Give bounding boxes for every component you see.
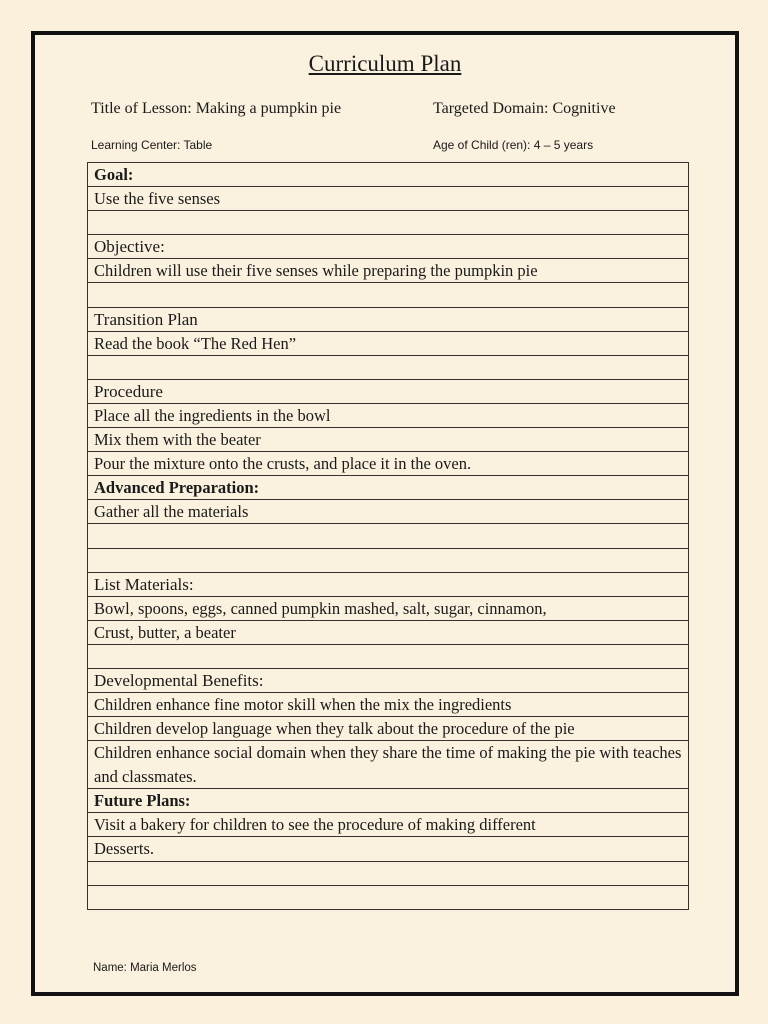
learning-center: Learning Center: Table bbox=[91, 138, 213, 152]
section-heading: Transition Plan bbox=[88, 307, 689, 331]
table-cell: Visit a bakery for children to see the procedure of making different bbox=[88, 813, 689, 837]
table-row bbox=[88, 572, 689, 596]
table-row bbox=[88, 163, 689, 187]
age-of-children: Age of Child (ren): 4 – 5 years bbox=[433, 138, 594, 152]
table-row bbox=[88, 283, 689, 307]
table-row bbox=[88, 789, 689, 813]
table-cell: Bowl, spoons, eggs, canned pumpkin mashed, salt, sugar, cinnamon, bbox=[88, 596, 689, 620]
empty-cell bbox=[88, 524, 689, 548]
table-cell: Children enhance social domain when they share the time of making the pie with teaches and classmates. bbox=[88, 741, 689, 789]
empty-cell bbox=[88, 644, 689, 668]
section-heading: Objective: bbox=[88, 235, 689, 259]
curriculum-table bbox=[87, 162, 689, 910]
section-heading: List Materials: bbox=[88, 572, 689, 596]
table-cell: Use the five senses bbox=[88, 187, 689, 211]
empty-cell bbox=[88, 885, 689, 909]
table-row bbox=[88, 259, 689, 283]
section-heading: Procedure bbox=[88, 379, 689, 403]
document-frame bbox=[31, 31, 739, 996]
table-row bbox=[88, 428, 689, 452]
table-row bbox=[88, 741, 689, 789]
empty-cell bbox=[88, 211, 689, 235]
table-row bbox=[88, 885, 689, 909]
table-cell: Children enhance fine motor skill when the mix the ingredients bbox=[88, 693, 689, 717]
table-cell: Children develop language when they talk about the procedure of the pie bbox=[88, 717, 689, 741]
table-row bbox=[88, 668, 689, 692]
table-cell: Place all the ingredients in the bowl bbox=[88, 403, 689, 427]
table-row bbox=[88, 837, 689, 861]
document-title: Curriculum Plan bbox=[308, 51, 462, 76]
table-row bbox=[88, 813, 689, 837]
table-row bbox=[88, 548, 689, 572]
lesson-title: Title of Lesson: Making a pumpkin pie bbox=[91, 100, 342, 117]
table-row bbox=[88, 307, 689, 331]
table-row bbox=[88, 211, 689, 235]
table-cell: Desserts. bbox=[88, 837, 689, 861]
table-row bbox=[88, 717, 689, 741]
empty-cell bbox=[88, 548, 689, 572]
empty-cell bbox=[88, 355, 689, 379]
table-row bbox=[88, 644, 689, 668]
table-row bbox=[88, 693, 689, 717]
table-row bbox=[88, 476, 689, 500]
section-heading: Future Plans: bbox=[88, 789, 689, 813]
table-cell: Read the book “The Red Hen” bbox=[88, 331, 689, 355]
table-row bbox=[88, 500, 689, 524]
table-row bbox=[88, 524, 689, 548]
empty-cell bbox=[88, 283, 689, 307]
table-row bbox=[88, 403, 689, 427]
section-heading: Developmental Benefits: bbox=[88, 668, 689, 692]
table-row bbox=[88, 331, 689, 355]
table-row bbox=[88, 235, 689, 259]
section-heading: Advanced Preparation: bbox=[88, 476, 689, 500]
table-row bbox=[88, 187, 689, 211]
table-row bbox=[88, 355, 689, 379]
table-row bbox=[88, 452, 689, 476]
targeted-domain: Targeted Domain: Cognitive bbox=[433, 100, 616, 117]
table-row bbox=[88, 861, 689, 885]
table-row bbox=[88, 379, 689, 403]
table-cell: Crust, butter, a beater bbox=[88, 620, 689, 644]
author-name: Name: Maria Merlos bbox=[93, 962, 197, 974]
table-cell: Gather all the materials bbox=[88, 500, 689, 524]
table-cell: Children will use their five senses while preparing the pumpkin pie bbox=[88, 259, 689, 283]
table-row bbox=[88, 596, 689, 620]
table-cell: Pour the mixture onto the crusts, and place it in the oven. bbox=[88, 452, 689, 476]
empty-cell bbox=[88, 861, 689, 885]
table-cell: Mix them with the beater bbox=[88, 428, 689, 452]
table-row bbox=[88, 620, 689, 644]
section-heading: Goal: bbox=[88, 163, 689, 187]
